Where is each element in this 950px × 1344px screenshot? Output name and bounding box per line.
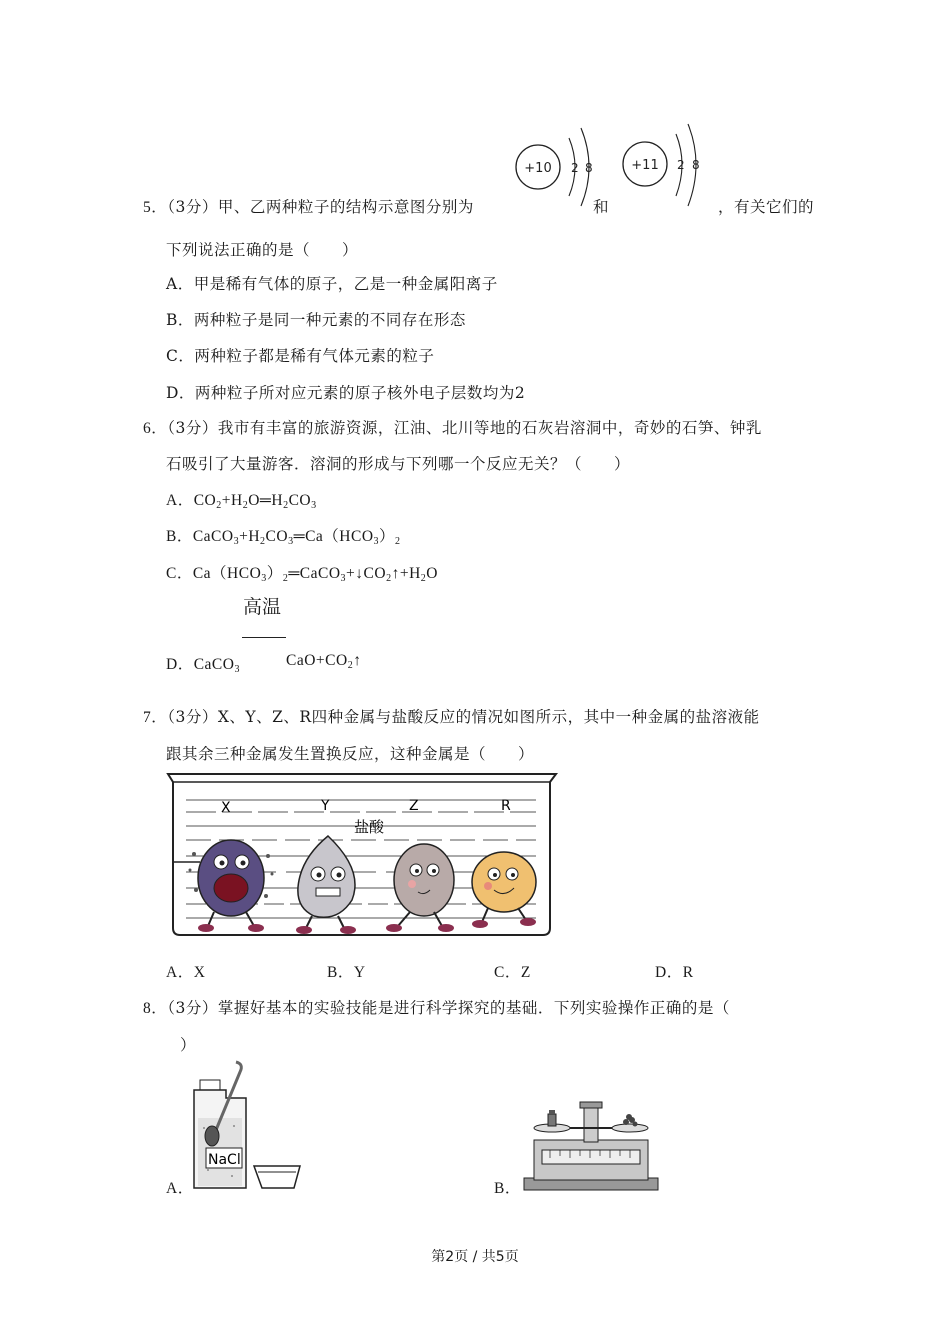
q7-line1 bbox=[143, 705, 760, 727]
q6-line1 bbox=[143, 416, 762, 438]
q8-figure-a-label: A． bbox=[166, 1180, 194, 1197]
atom2-nucleus: +11 bbox=[631, 158, 659, 173]
q5-option-a: A．甲是稀有气体的原子，乙是一种金属阳离子 bbox=[166, 275, 498, 293]
q5-score: （3分） bbox=[167, 198, 218, 216]
reagent-bottle-figure bbox=[188, 1058, 308, 1194]
q8-score: （3分） bbox=[167, 999, 218, 1017]
q5-line1 bbox=[143, 195, 474, 217]
q8-line1 bbox=[143, 996, 730, 1018]
metal-x-label: X bbox=[221, 800, 231, 816]
q5-option-b: B．两种粒子是同一种元素的不同存在形态 bbox=[166, 311, 466, 329]
atom2-shell-2: 8 bbox=[692, 158, 700, 172]
q8-text-line1: 掌握好基本的实验技能是进行科学探究的基础．下列实验操作正确的是（ bbox=[217, 999, 730, 1017]
q6-option-d: D．CaCO$_3$ bbox=[166, 656, 240, 675]
metal-y-label: Y bbox=[321, 798, 330, 814]
metals-in-acid-figure bbox=[166, 770, 558, 938]
q7-text-line1: X、Y、Z、R四种金属与盐酸反应的情况如图所示，其中一种金属的盐溶液能 bbox=[217, 708, 760, 726]
q8-figure-b-label: B． bbox=[494, 1180, 521, 1197]
q7-line2: 跟其余三种金属发生置换反应，这种金属是（ ） bbox=[166, 745, 535, 763]
atom1-nucleus: +10 bbox=[524, 161, 552, 176]
atom1-shell-1: 2 bbox=[571, 161, 579, 175]
bottle-label: NaCl bbox=[208, 1152, 241, 1168]
q5-number: 5． bbox=[143, 199, 168, 216]
q8-line2: ） bbox=[180, 1036, 197, 1054]
q6-reaction-arrow bbox=[242, 637, 286, 638]
q5-connector: 和 bbox=[593, 198, 610, 216]
q5-line2: 下列说法正确的是（ ） bbox=[166, 241, 359, 259]
q5-option-c: C．两种粒子都是稀有气体元素的粒子 bbox=[166, 347, 435, 365]
q7-option-a: A．X bbox=[166, 964, 206, 981]
q6-option-d-product: $CaO+CO_2↑$ bbox=[286, 652, 362, 671]
balance-scale-figure bbox=[520, 1098, 662, 1192]
metal-z-label: Z bbox=[409, 798, 419, 814]
q6-score: （3分） bbox=[167, 419, 218, 437]
q6-option-b: B．$CaCO_3+H_2CO_3═Ca(HCO_3)_2$ bbox=[166, 528, 401, 547]
atom-structure-diagram-2 bbox=[615, 118, 715, 210]
q6-number: 6． bbox=[143, 420, 168, 437]
q5-option-d: D．两种粒子所对应元素的原子核外电子层数均为2 bbox=[166, 384, 526, 402]
acid-label: 盐酸 bbox=[354, 818, 385, 836]
atom1-shell-2: 8 bbox=[585, 161, 593, 175]
q7-option-b: B．Y bbox=[327, 964, 366, 981]
q6-option-a: A．$CO_2+H_2O═H_2CO_3$ bbox=[166, 492, 317, 511]
q7-score: （3分） bbox=[167, 708, 218, 726]
atom-structure-diagram-1 bbox=[505, 120, 605, 212]
q7-number: 7． bbox=[143, 709, 168, 726]
q7-option-c: C．Z bbox=[494, 964, 531, 981]
metal-r-label: R bbox=[501, 798, 511, 814]
q6-option-c: C．$Ca(HCO_3)_2═CaCO_3+↓CO_2↑+H_2O$ bbox=[166, 565, 438, 584]
q8-number: 8． bbox=[143, 1000, 168, 1017]
q5-text-after: ，有关它们的 bbox=[718, 198, 815, 216]
page-footer: 第2页 / 共5页 bbox=[431, 1249, 519, 1265]
q6-condition-label: 高温 bbox=[243, 596, 282, 618]
q6-line2: 石吸引了大量游客．溶洞的形成与下列哪一个反应无关？（ ） bbox=[166, 455, 631, 473]
atom2-shell-1: 2 bbox=[677, 158, 685, 172]
q7-option-d: D．R bbox=[655, 964, 694, 981]
q6-text-line1: 我市有丰富的旅游资源，江油、北川等地的石灰岩溶洞中，奇妙的石笋、钟乳 bbox=[217, 419, 762, 437]
q5-text-before: 甲、乙两种粒子的结构示意图分别为 bbox=[217, 198, 474, 216]
